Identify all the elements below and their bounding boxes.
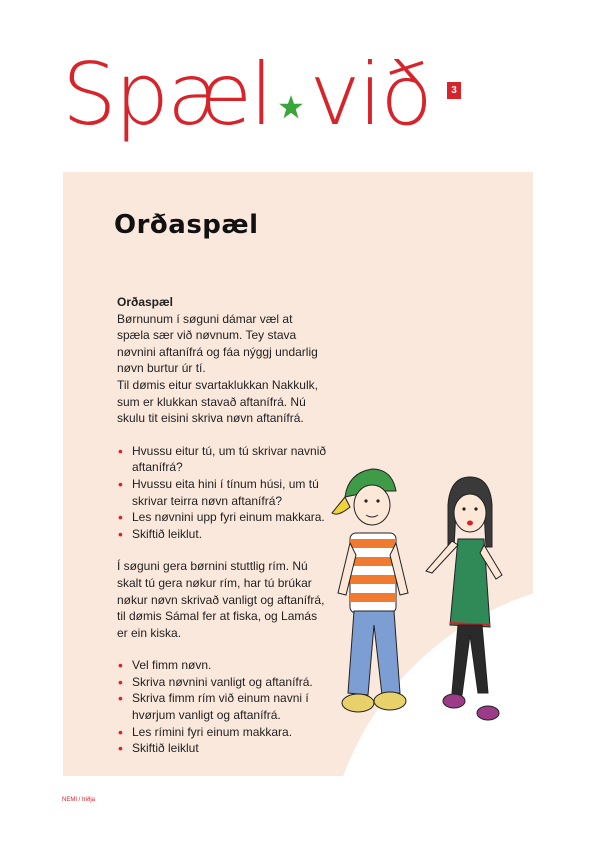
list-item: • Vel fimm nøvn. xyxy=(117,657,327,674)
list-item: • Skriva fimm rím við einum navni í hvørjum vanligt og aftanífrá. xyxy=(117,690,327,723)
paragraph-2: Í søguni gera børnini stuttlig rím. Nú skalt tú gera nøkur rím, har tú brúkar nøkur nøvn skrivað vanligt og aftanífrá, til dømis Sámal fer at fiska, og Lamás er ein kiska. xyxy=(117,559,325,640)
list-item: • Hvussu eitur tú, um tú skrivar navnið aftanífrá? xyxy=(117,443,327,476)
list-item: • Hvussu eita hini í tínum húsi, um tú skrivar teirra nøvn aftanífrá? xyxy=(117,476,327,509)
section-title: Orðaspæl xyxy=(114,210,259,240)
footer-label: NEMI / triðja xyxy=(62,797,96,803)
content-text xyxy=(117,294,327,757)
list-item: • Skiftið leiklut. xyxy=(117,526,327,543)
list-item: • Skiftið leiklut xyxy=(117,740,327,757)
list-item: • Skriva nøvnini vanligt og aftanífrá. xyxy=(117,674,327,691)
content-subheading: Orðaspæl xyxy=(117,295,174,309)
page-number-badge: 3 xyxy=(447,82,461,99)
bullet-list-2 xyxy=(117,657,327,757)
girl-figure xyxy=(426,477,502,720)
boy-figure xyxy=(332,469,408,712)
title-spael: Spæl xyxy=(62,45,272,145)
list-item: • Les nøvnini upp fyri einum makkara. xyxy=(117,509,327,526)
bullet-list-1 xyxy=(117,443,327,543)
list-item: • Les rímini fyri einum makkara. xyxy=(117,724,327,741)
intro-paragraph-2: Til dømis eitur svartaklukkan Nakkulk, sum er klukkan stavað aftanífrá. Nú skulu tit eisini skriva nøvn aftanífrá. xyxy=(117,377,318,426)
title-vid: við xyxy=(309,45,431,145)
star-icon xyxy=(278,94,304,120)
intro-paragraph-1: Børnunum í søguni dámar væl at spæla sær við nøvnum. Tey stava nøvnini aftanífrá og fáa nýggj undarlig nøvn burtur úr tí. xyxy=(117,311,318,376)
children-illustration xyxy=(330,455,530,755)
page-header xyxy=(62,38,431,145)
